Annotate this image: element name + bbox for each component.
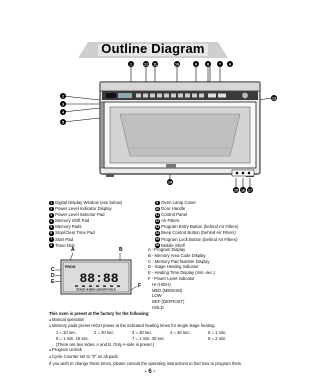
legend-item: 4 Memory Shift Pad (50, 218, 90, 224)
power-level-option: HOLD (152, 304, 164, 310)
svg-text:5: 5 (62, 120, 64, 125)
svg-text:9: 9 (195, 62, 197, 67)
svg-text:14: 14 (168, 180, 172, 185)
page-number: - 6 - (144, 369, 156, 375)
svg-text:13: 13 (272, 96, 276, 101)
callout-11 (152, 61, 158, 67)
note-memory-sides: (There are two sides, A and B. Only A-side is preset.) (56, 341, 155, 347)
callout-17 (247, 187, 253, 193)
parts-legend-right (155, 200, 285, 249)
svg-text:8: 8 (207, 62, 209, 67)
power-level-option: DEF (DEFROST) (152, 299, 185, 305)
legend-item: 7 Start Pad (50, 236, 74, 242)
callout-1 (128, 61, 134, 67)
panel-label-e: E (51, 279, 55, 285)
callout-15 (233, 187, 239, 193)
svg-text:10: 10 (175, 62, 179, 67)
time-display: 88:88 (79, 271, 119, 286)
callout-6 (227, 61, 233, 67)
legend-item: 3 Power Level Selector Pad (50, 212, 105, 218)
note-cycle-counter: ● Cycle Counter set to "0" on all pads (49, 354, 289, 361)
svg-text:7: 7 (219, 62, 221, 67)
svg-text:6: 6 (229, 62, 231, 67)
callout-13 (271, 95, 277, 101)
prog-indicator: PROG (65, 265, 76, 269)
svg-text:4: 4 (62, 110, 64, 115)
callout-9 (193, 61, 199, 67)
callout-7 (217, 61, 223, 67)
power-level-option: MED (MEDIUM) (152, 287, 183, 293)
callout-8 (205, 61, 211, 67)
callout-3 (60, 101, 66, 107)
power-level-option: LOW (152, 293, 162, 299)
display-legend-item: D - Stage Heating Indicator (148, 264, 199, 270)
legend-item: 11 Control Panel (155, 212, 188, 218)
display-legend-item: E - Heating Time Display (min.-sec.) (148, 270, 216, 276)
notes-heading: This oven is preset at the factory for the following: (49, 311, 150, 316)
legend-item: 12 Air Filters (155, 218, 180, 224)
callout-5 (60, 119, 66, 125)
svg-text:11: 11 (153, 62, 157, 67)
panel-label-f: F (138, 283, 142, 289)
callout-14 (167, 179, 173, 185)
callout-2 (60, 93, 66, 99)
legend-item: 15 Program Lock Button (behind Air Filters) (155, 236, 238, 242)
factory-preset-notes (49, 311, 289, 366)
parts-legend-left (49, 200, 159, 249)
display-legend-item: F - Power Level Indicator (148, 275, 195, 281)
notes-footer: If you wish to change these times, please consult the operating instructions to find how to program them. (49, 360, 243, 366)
callout-10 (174, 61, 180, 67)
svg-text:16: 16 (241, 188, 245, 193)
title-banner (78, 40, 228, 58)
memory-times-row: 6 = 1 min. 15 sec. 7 = 1 min. 30 sec. 8 = 2 min. (56, 335, 227, 341)
legend-item: 6 Stop/Clear Time Pad (50, 230, 95, 236)
display-legend (148, 247, 288, 311)
display-legend-item: A - Program Display (148, 247, 186, 252)
display-panel-diagram (49, 244, 144, 306)
svg-text:15: 15 (234, 188, 238, 193)
legend-item: 16 Mobile Shelf (155, 242, 185, 248)
display-legend-item: B - Memory Area Code Display (148, 252, 206, 258)
svg-text:17: 17 (248, 188, 252, 193)
note-program-unlock: ● Program Unlock (49, 347, 289, 354)
panel-label-d: D (51, 273, 55, 279)
legend-item: 2 Power Level Indicator Display (50, 206, 112, 212)
panel-label-c: C (51, 267, 55, 273)
svg-text:3: 3 (62, 102, 64, 107)
legend-item: 14 Beep Control Button (behind Air Filters) (155, 230, 236, 236)
power-level-option: HI (HIGH) (152, 281, 171, 287)
legend-item: 13 Program Entry Button (behind Air Filters) (155, 224, 239, 230)
svg-text:2: 2 (62, 94, 64, 99)
page-title: Outline Diagram (101, 41, 205, 56)
memory-times-row: 1 = 10 sec. 2 = 20 sec. 3 = 30 sec. 4 = 45 sec. 5 = 1 min. (56, 330, 227, 336)
note-manual: ● Manual operation (49, 317, 289, 324)
panel-label-b: B (119, 247, 123, 253)
legend-item: 10 Door Handle (155, 206, 186, 212)
svg-text:12: 12 (144, 62, 148, 67)
callout-12 (143, 61, 149, 67)
legend-item: 9 Oven Lamp Cover (156, 200, 196, 205)
legend-item: 1 Digital Display Window (see below) (50, 200, 123, 205)
note-memory: ● Memory pads preset HIGH power at the indicated heating times for single stage heating. (49, 323, 289, 330)
callout-16 (240, 187, 246, 193)
power-level-row: STAGE HI MED LOW DEF HOLD (76, 288, 116, 292)
callout-4 (60, 109, 66, 115)
display-legend-item: C - Memory Pad Number Display (148, 258, 210, 264)
panel-label-a: A (71, 247, 75, 253)
legend-item: 8 Timer Dial (50, 242, 75, 248)
svg-text:1: 1 (130, 62, 132, 67)
microwave-diagram (60, 60, 280, 195)
legend-item: 5 Memory Pads (50, 224, 82, 230)
